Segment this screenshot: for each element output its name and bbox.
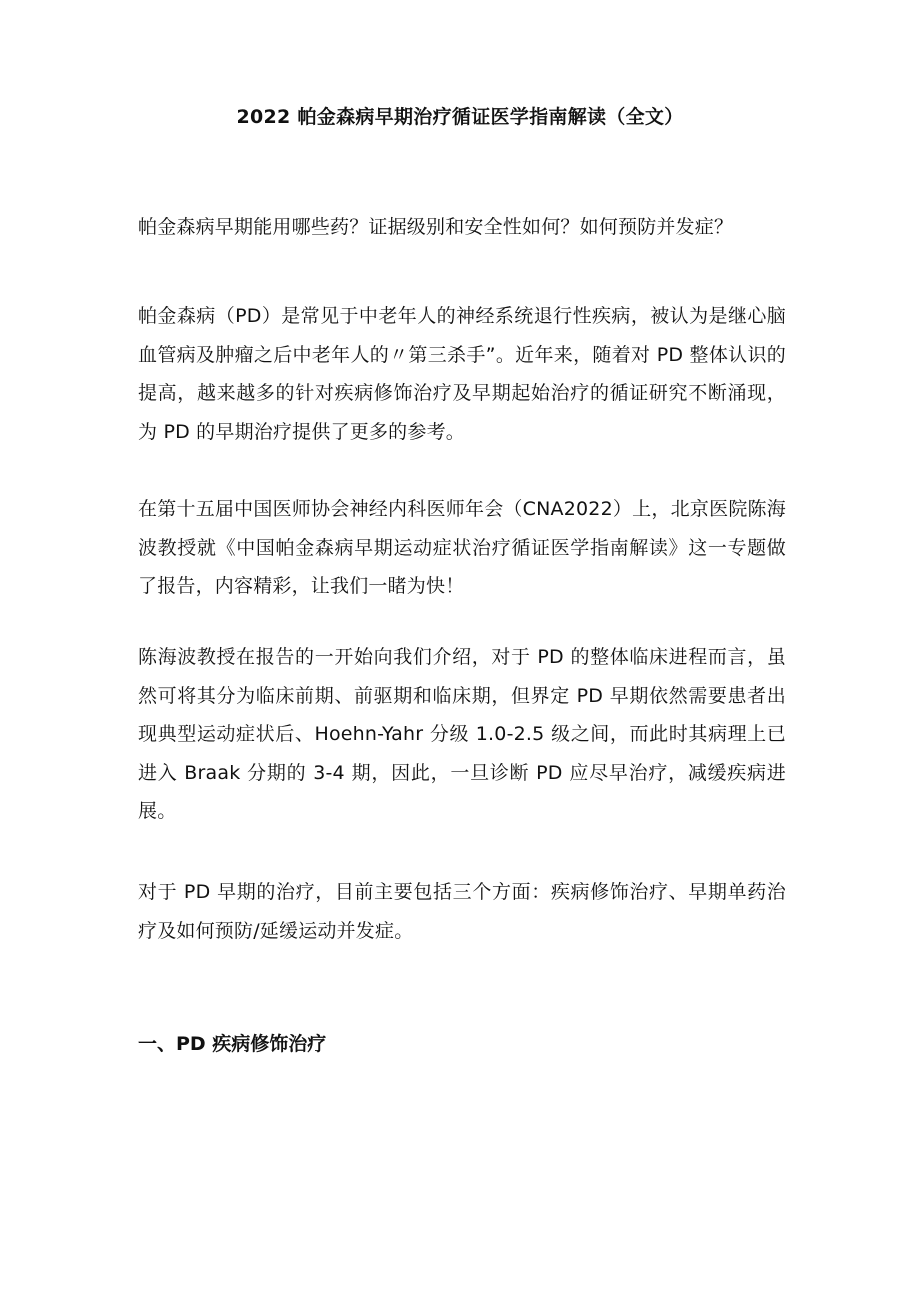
- paragraph-clinical-progression: 陈海波教授在报告的一开始向我们介绍，对于 PD 的整体临床进程而言，虽然可将其分为临床前期、前驱期和临床期，但界定 PD 早期依然需要患者出现典型运动症状后、Hoehn-Yahr 分级 1.0-2.5 级之间，而此时其病理上已进入 Braak 分期的 3-4 期，因此，一旦诊断 PD 应尽早治疗，减缓疾病进展。: [138, 646, 786, 822]
- paragraph-conference-report: 在第十五届中国医师协会神经内科医师年会（CNA2022）上，北京医院陈海波教授就《中国帕金森病早期运动症状治疗循证医学指南解读》这一专题做了报告，内容精彩，让我们一睹为快！: [138, 498, 786, 597]
- intro-question: 帕金森病早期能用哪些药？证据级别和安全性如何？如何预防并发症？: [138, 216, 734, 238]
- paragraph-pd-overview: 帕金森病（PD）是常见于中老年人的神经系统退行性疾病，被认为是继心脑血管病及肿瘤之后中老年人的〃第三杀手”。近年来，随着对 PD 整体认识的提高，越来越多的针对疾病修饰治疗及早期起始治疗的循证研究不断涌现，为 PD 的早期治疗提供了更多的参考。: [138, 305, 786, 443]
- document-title: 2022 帕金森病早期治疗循证医学指南解读（全文）: [236, 106, 684, 128]
- section-heading-disease-modifying: 一、PD 疾病修饰治疗: [138, 1033, 327, 1055]
- paragraph-treatment-aspects: 对于 PD 早期的治疗，目前主要包括三个方面：疾病修饰治疗、早期单药治疗及如何预防/延缓运动并发症。: [138, 881, 786, 942]
